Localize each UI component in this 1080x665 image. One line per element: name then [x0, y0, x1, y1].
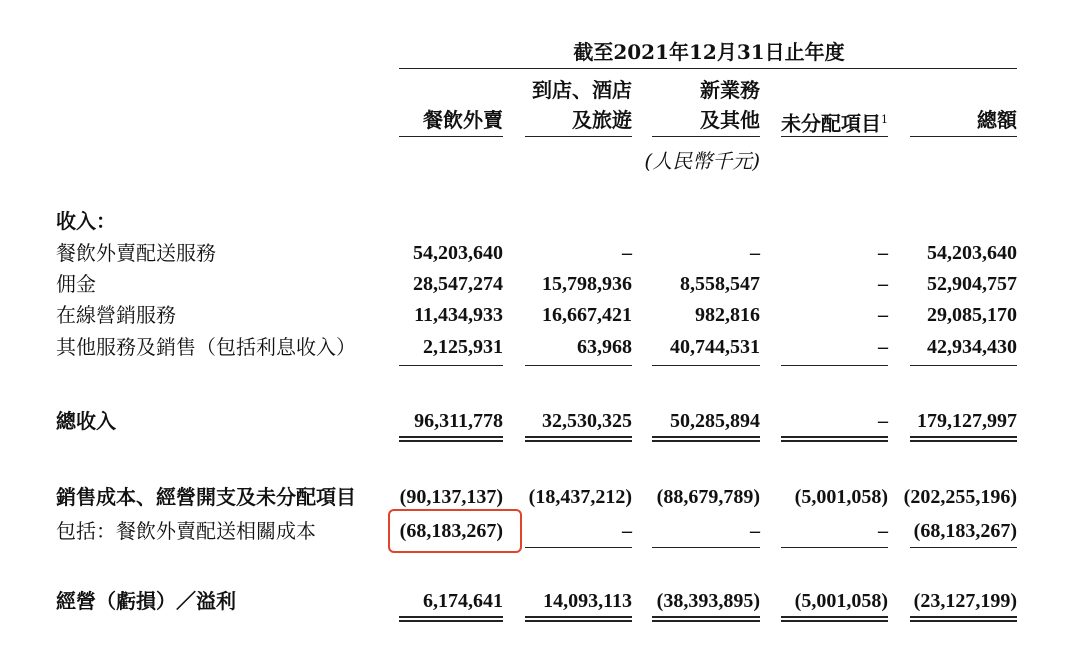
subtotal-rule-b3 — [652, 547, 760, 548]
double-rule-1 — [399, 436, 503, 442]
col-header-unallocated — [781, 106, 888, 138]
cell: (68,183,267) — [913, 520, 1017, 542]
cell: – — [878, 273, 888, 295]
cell: – — [750, 520, 760, 542]
highlight-box — [388, 509, 522, 553]
row-label: 其他服務及銷售（包括利息收入） — [56, 335, 356, 359]
cell: (90,137,137) — [399, 486, 503, 508]
row-label: 佣金 — [56, 272, 96, 296]
cell: 50,285,894 — [670, 410, 760, 432]
col-header-food-delivery: 餐飲外賣 — [423, 108, 503, 132]
period-header-rule — [399, 68, 1017, 69]
cell: 54,203,640 — [413, 242, 503, 264]
double-rule-3 — [652, 436, 760, 442]
cell: 16,667,421 — [542, 304, 632, 326]
cell: 6,174,641 — [423, 590, 503, 612]
cell: (202,255,196) — [903, 486, 1017, 508]
cell: 52,904,757 — [927, 273, 1017, 295]
subtotal-rule-2 — [525, 365, 632, 366]
cell: 982,816 — [695, 304, 760, 326]
col-rule-1 — [399, 136, 503, 137]
subtotal-rule-b4 — [781, 547, 888, 548]
col-header-instore-line2: 及旅遊 — [572, 108, 632, 132]
cell: – — [878, 520, 888, 542]
cell: 54,203,640 — [927, 242, 1017, 264]
col-header-new-initiatives-line2: 及其他 — [700, 108, 760, 132]
cell: 8,558,547 — [680, 273, 760, 295]
cell: 42,934,430 — [927, 336, 1017, 358]
subtotal-rule-b2 — [525, 547, 632, 548]
col-rule-2 — [525, 136, 632, 137]
final-double-rule-3 — [652, 616, 760, 622]
row-label: 餐飲外賣配送服務 — [56, 241, 216, 265]
double-rule-2 — [525, 436, 632, 442]
row-label-including: 包括：餐飲外賣配送相關成本 — [56, 519, 316, 543]
cell: 32,530,325 — [542, 410, 632, 432]
cell: – — [878, 242, 888, 264]
col-rule-3 — [652, 136, 760, 137]
cell: 179,127,997 — [917, 410, 1017, 432]
cell: 40,744,531 — [670, 336, 760, 358]
cell-highlighted: (68,183,267) — [399, 520, 503, 542]
final-double-rule-1 — [399, 616, 503, 622]
subtotal-rule-3 — [652, 365, 760, 366]
cell: – — [622, 242, 632, 264]
cell: (38,393,895) — [656, 590, 760, 612]
cell: 29,085,170 — [927, 304, 1017, 326]
cell: – — [878, 336, 888, 358]
row-label-revenue-heading: 收入： — [56, 209, 116, 233]
final-double-rule-2 — [525, 616, 632, 622]
col-rule-4 — [781, 136, 888, 137]
cell: 14,093,113 — [543, 590, 632, 612]
cell: 15,798,936 — [542, 273, 632, 295]
cell: (5,001,058) — [794, 590, 888, 612]
double-rule-5 — [910, 436, 1017, 442]
cell: 96,311,778 — [414, 410, 503, 432]
subtotal-rule-b5 — [910, 547, 1017, 548]
cell: 63,968 — [577, 336, 632, 358]
unit-label: (人民幣千元) — [644, 149, 760, 173]
cell: – — [750, 242, 760, 264]
cell: – — [878, 410, 888, 432]
row-label-total-revenue: 總收入 — [56, 409, 116, 433]
double-rule-4 — [781, 436, 888, 442]
col-header-instore-line1: 到店、酒店 — [532, 78, 632, 102]
final-double-rule-5 — [910, 616, 1017, 622]
row-label-operating-result: 經營（虧損）／溢利 — [56, 589, 236, 613]
col-header-new-initiatives-line1: 新業務 — [700, 78, 760, 102]
col-header-unallocated-label: 未分配項目 — [781, 111, 881, 136]
cell: 11,434,933 — [414, 304, 503, 326]
cell: (23,127,199) — [913, 590, 1017, 612]
cell: (5,001,058) — [794, 486, 888, 508]
row-label: 在線營銷服務 — [56, 303, 176, 327]
col-rule-5 — [910, 136, 1017, 137]
footnote-marker: 1 — [881, 113, 888, 126]
period-header: 截至2021年12月31日止年度 — [573, 40, 845, 64]
col-header-total: 總額 — [977, 108, 1017, 132]
cell: (88,679,789) — [656, 486, 760, 508]
row-label-costs: 銷售成本、經營開支及未分配項目 — [56, 485, 356, 509]
cell: (18,437,212) — [528, 486, 632, 508]
cell: 2,125,931 — [423, 336, 503, 358]
final-double-rule-4 — [781, 616, 888, 622]
cell: – — [878, 304, 888, 326]
cell: 28,547,274 — [413, 273, 503, 295]
subtotal-rule-4 — [781, 365, 888, 366]
cell: – — [622, 520, 632, 542]
subtotal-rule-5 — [910, 365, 1017, 366]
subtotal-rule-1 — [399, 365, 503, 366]
